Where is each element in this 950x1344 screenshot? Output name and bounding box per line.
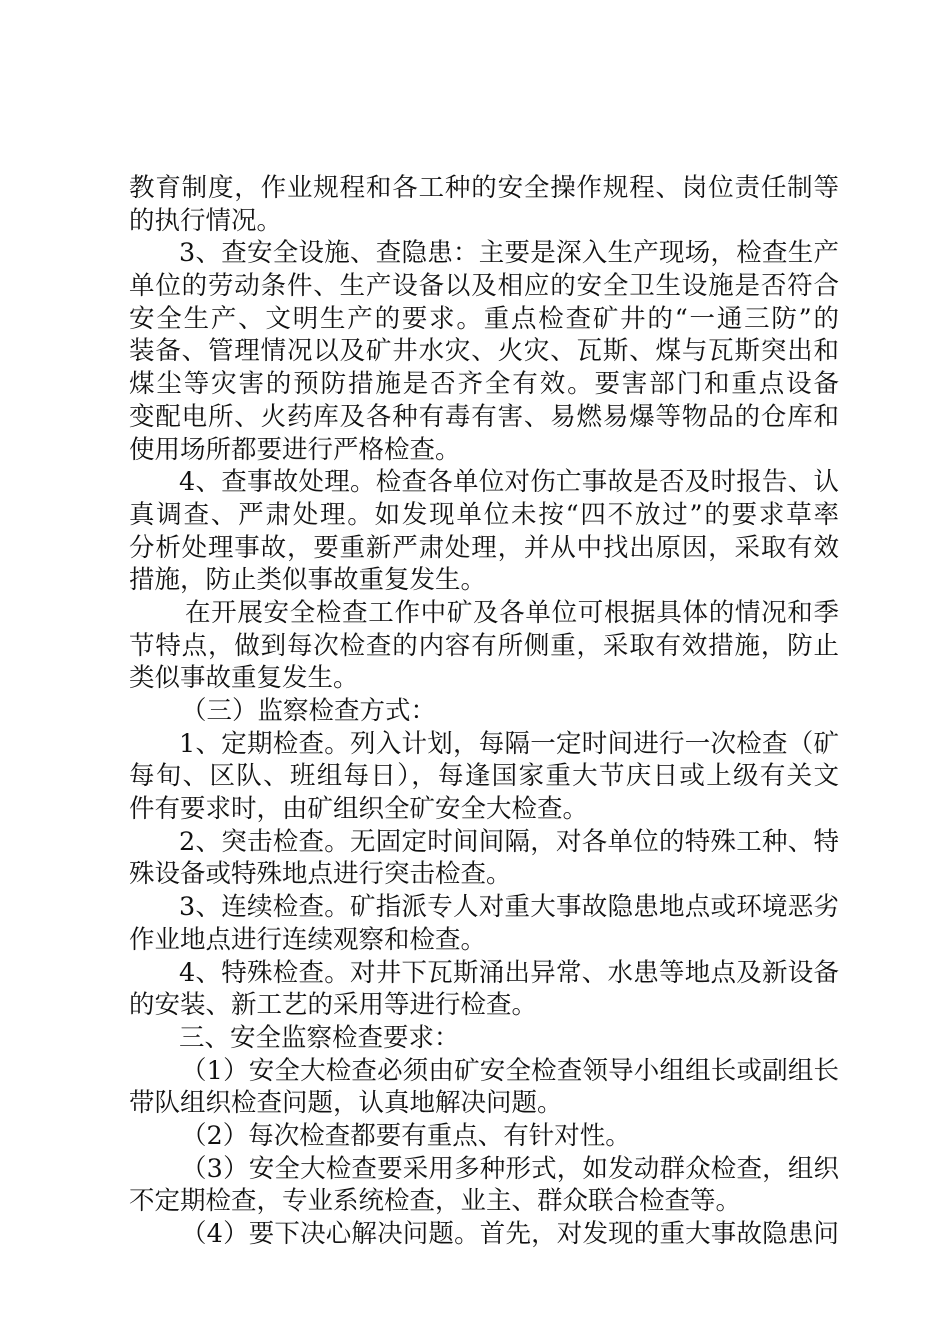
text-line: 在开展安全检查工作中矿及各单位可根据具体的情况和季 (185, 597, 839, 628)
text-line: 带队组织检查问题，认真地解决问题。 (129, 1088, 563, 1119)
text-line: 安全生产、文明生产的要求。重点检查矿井的“一通三防”的 (129, 303, 839, 334)
text-line: 煤尘等灾害的预防措施是否齐全有效。要害部门和重点设备 (129, 369, 839, 400)
text-line: 每旬、区队、班组每日），每逢国家重大节庆日或上级有关文 (129, 761, 839, 792)
text-line: 变配电所、火药库及各种有毒有害、易燃易爆等物品的仓库和 (129, 401, 839, 432)
text-line: 的执行情况。 (129, 205, 283, 236)
text-line: （3）安全大检查要采用多种形式，如发动群众检查，组织 (181, 1153, 839, 1184)
text-line: 2、突击检查。无固定时间间隔，对各单位的特殊工种、特 (179, 826, 839, 857)
text-line: 教育制度，作业规程和各工种的安全操作规程、岗位责任制等 (129, 173, 839, 203)
text-line: 殊设备或特殊地点进行突击检查。 (129, 859, 512, 890)
text-line: 类似事故重复发生。 (129, 663, 359, 694)
text-line: 装备、管理情况以及矿井水灾、火灾、瓦斯、煤与瓦斯突出和 (129, 336, 839, 367)
section-heading: （三）监察检查方式： (181, 696, 437, 726)
text-line: 分析处理事故，要重新严肃处理，并从中找出原因，采取有效 (129, 532, 839, 563)
text-line: （1）安全大检查必须由矿安全检查领导小组组长或副组长 (181, 1055, 839, 1086)
text-line: 的安装、新工艺的采用等进行检查。 (129, 990, 538, 1021)
text-line: 作业地点进行连续观察和检查。 (129, 924, 487, 955)
text-line: 不定期检查，专业系统检查，业主、群众联合检查等。 (129, 1186, 742, 1217)
text-line: 单位的劳动条件、生产设备以及相应的安全卫生设施是否符合 (129, 271, 839, 302)
text-line: 3、连续检查。矿指派专人对重大事故隐患地点或环境恶劣 (179, 892, 839, 923)
text-line: 措施，防止类似事故重复发生。 (129, 565, 487, 596)
text-line: 1、定期检查。列入计划，每隔一定时间进行一次检查（矿 (179, 728, 839, 759)
text-line: 3、查安全设施、查隐患：主要是深入生产现场，检查生产 (179, 238, 839, 269)
text-line: 4、查事故处理。检查各单位对伤亡事故是否及时报告、认 (179, 467, 839, 498)
text-line: （4）要下决心解决问题。首先，对发现的重大事故隐患问 (181, 1219, 839, 1249)
text-line: 件有要求时，由矿组织全矿安全大检查。 (129, 794, 589, 825)
text-line: 4、特殊检查。对井下瓦斯涌出异常、水患等地点及新设备 (179, 957, 839, 988)
section-heading: 三、安全监察检查要求： (179, 1022, 460, 1053)
text-line: 节特点，做到每次检查的内容有所侧重，采取有效措施，防止 (129, 630, 839, 661)
text-line: 真调查、严肃处理。如发现单位未按“四不放过”的要求草率 (129, 499, 839, 530)
text-line: （2）每次检查都要有重点、有针对性。 (181, 1120, 631, 1151)
document-body (129, 172, 839, 1251)
text-line: 使用场所都要进行严格检查。 (129, 434, 461, 465)
